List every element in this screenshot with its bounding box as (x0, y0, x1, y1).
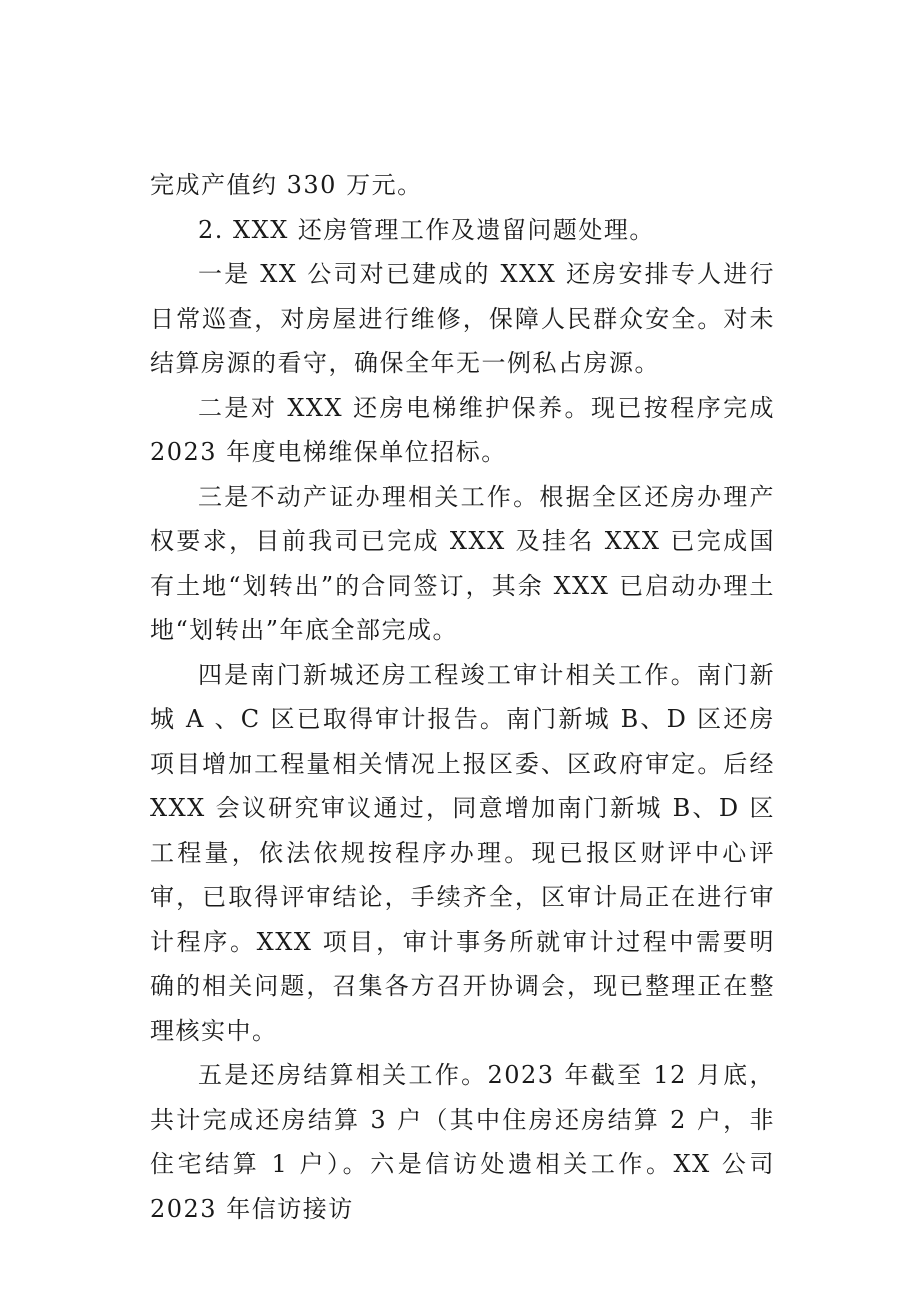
document-body (150, 163, 775, 1231)
paragraph-output-value: 完成产值约 330 万元。 (150, 171, 423, 199)
paragraph-section-heading: 2. XXX 还房管理工作及遗留问题处理。 (198, 215, 655, 244)
paragraph-item-3: 三是不动产证办理相关工作。根据全区还房办理产权要求，目前我司已完成 XXX 及挂名 XXX 已完成国有土地“划转出”的合同签订，其余 XXX 已启动办理土地“划转出”年底全部完成。 (150, 482, 775, 644)
paragraph-item-4: 四是南门新城还房工程竣工审计相关工作。南门新城 A 、C 区已取得审计报告。南门新城 B、D 区还房项目增加工程量相关情况上报区委、区政府审定。后经 XXX 会议研究审议通过，同意增加南门新城 B、D 区工程量，依法依规按程序办理。现已报区财评中心评审，已取得评审结论，手续齐全，区审计局正在进行审计程序。XXX 项目，审计事务所就审计过程中需要明确的相关问题，召集各方召开协调会，现已整理正在整理核实中。 (150, 660, 775, 1045)
paragraph-item-2: 二是对 XXX 还房电梯维护保养。现已按程序完成 2023 年度电梯维保单位招标。 (150, 393, 775, 466)
paragraph-item-1: 一是 XX 公司对已建成的 XXX 还房安排专人进行日常巡查，对房屋进行维修，保障人民群众安全。对未结算房源的看守，确保全年无一例私占房源。 (150, 260, 775, 377)
paragraph-item-5: 五是还房结算相关工作。2023 年截至 12 月底，共计完成还房结算 3 户（其中住房还房结算 2 户，非住宅结算 1 户）。六是信访处遗相关工作。XX 公司 2023 年信访接访 (150, 1061, 775, 1223)
